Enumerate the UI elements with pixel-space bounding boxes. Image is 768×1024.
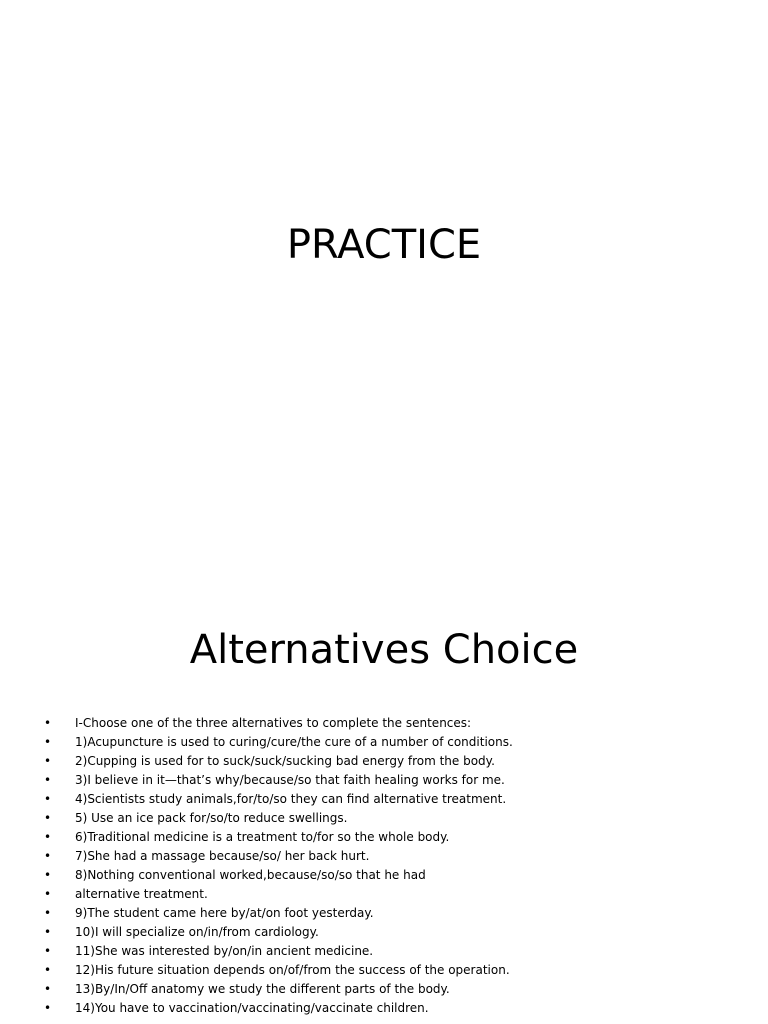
list-item-text: 8)Nothing conventional worked,because/so/so that he had [75, 868, 426, 882]
list-item-text: 13)By/In/Off anatomy we study the different parts of the body. [75, 982, 450, 996]
list-item [44, 904, 744, 923]
bullet-icon: • [44, 773, 52, 787]
list-item-text: 10)I will specialize on/in/from cardiology. [75, 925, 319, 939]
list-item [44, 714, 744, 733]
list-item-text: 9)The student came here by/at/on foot yesterday. [75, 906, 374, 920]
bullet-icon: • [44, 925, 52, 939]
list-item [44, 733, 744, 752]
bullet-icon: • [44, 944, 52, 958]
list-item [44, 790, 744, 809]
list-item [44, 961, 744, 980]
list-item-text: alternative treatment. [75, 887, 208, 901]
list-item [44, 752, 744, 771]
list-item [44, 980, 744, 999]
bullet-icon: • [44, 906, 52, 920]
list-item [44, 942, 744, 961]
slide-title-alternatives-choice: Alternatives Choice [189, 627, 579, 673]
list-item-text: 14)You have to vaccination/vaccinating/vaccinate children. [75, 1001, 429, 1015]
bullet-icon: • [44, 716, 52, 730]
list-item-text: 4)Scientists study animals,for/to/so they can find alternative treatment. [75, 792, 507, 806]
list-item [44, 923, 744, 942]
bullet-icon: • [44, 868, 52, 882]
list-item [44, 828, 744, 847]
slide-title-practice: PRACTICE [286, 222, 482, 268]
bullet-icon: • [44, 754, 52, 768]
list-item [44, 771, 744, 790]
list-item-text: 6)Traditional medicine is a treatment to/for so the whole body. [75, 830, 450, 844]
list-item-text: 12)His future situation depends on/of/from the success of the operation. [75, 963, 510, 977]
list-item-text: 3)I believe in it—that’s why/because/so that faith healing works for me. [75, 773, 505, 787]
bullet-icon: • [44, 982, 52, 996]
list-item-text: 11)She was interested by/on/in ancient medicine. [75, 944, 374, 958]
exercise-list [44, 714, 744, 1018]
bullet-icon: • [44, 963, 52, 977]
bullet-icon: • [44, 811, 52, 825]
list-item [44, 885, 744, 904]
list-item [44, 866, 744, 885]
list-item-text: 2)Cupping is used for to suck/suck/sucking bad energy from the body. [75, 754, 495, 768]
list-item [44, 999, 744, 1018]
bullet-icon: • [44, 1001, 52, 1015]
list-item-text: I-Choose one of the three alternatives to complete the sentences: [75, 716, 472, 730]
bullet-icon: • [44, 849, 52, 863]
bullet-icon: • [44, 887, 52, 901]
list-item [44, 809, 744, 828]
bullet-icon: • [44, 792, 52, 806]
bullet-icon: • [44, 830, 52, 844]
list-item-text: 5) Use an ice pack for/so/to reduce swellings. [75, 811, 348, 825]
bullet-icon: • [44, 735, 52, 749]
list-item-text: 1)Acupuncture is used to curing/cure/the cure of a number of conditions. [75, 735, 513, 749]
list-item-text: 7)She had a massage because/so/ her back hurt. [75, 849, 370, 863]
list-item [44, 847, 744, 866]
